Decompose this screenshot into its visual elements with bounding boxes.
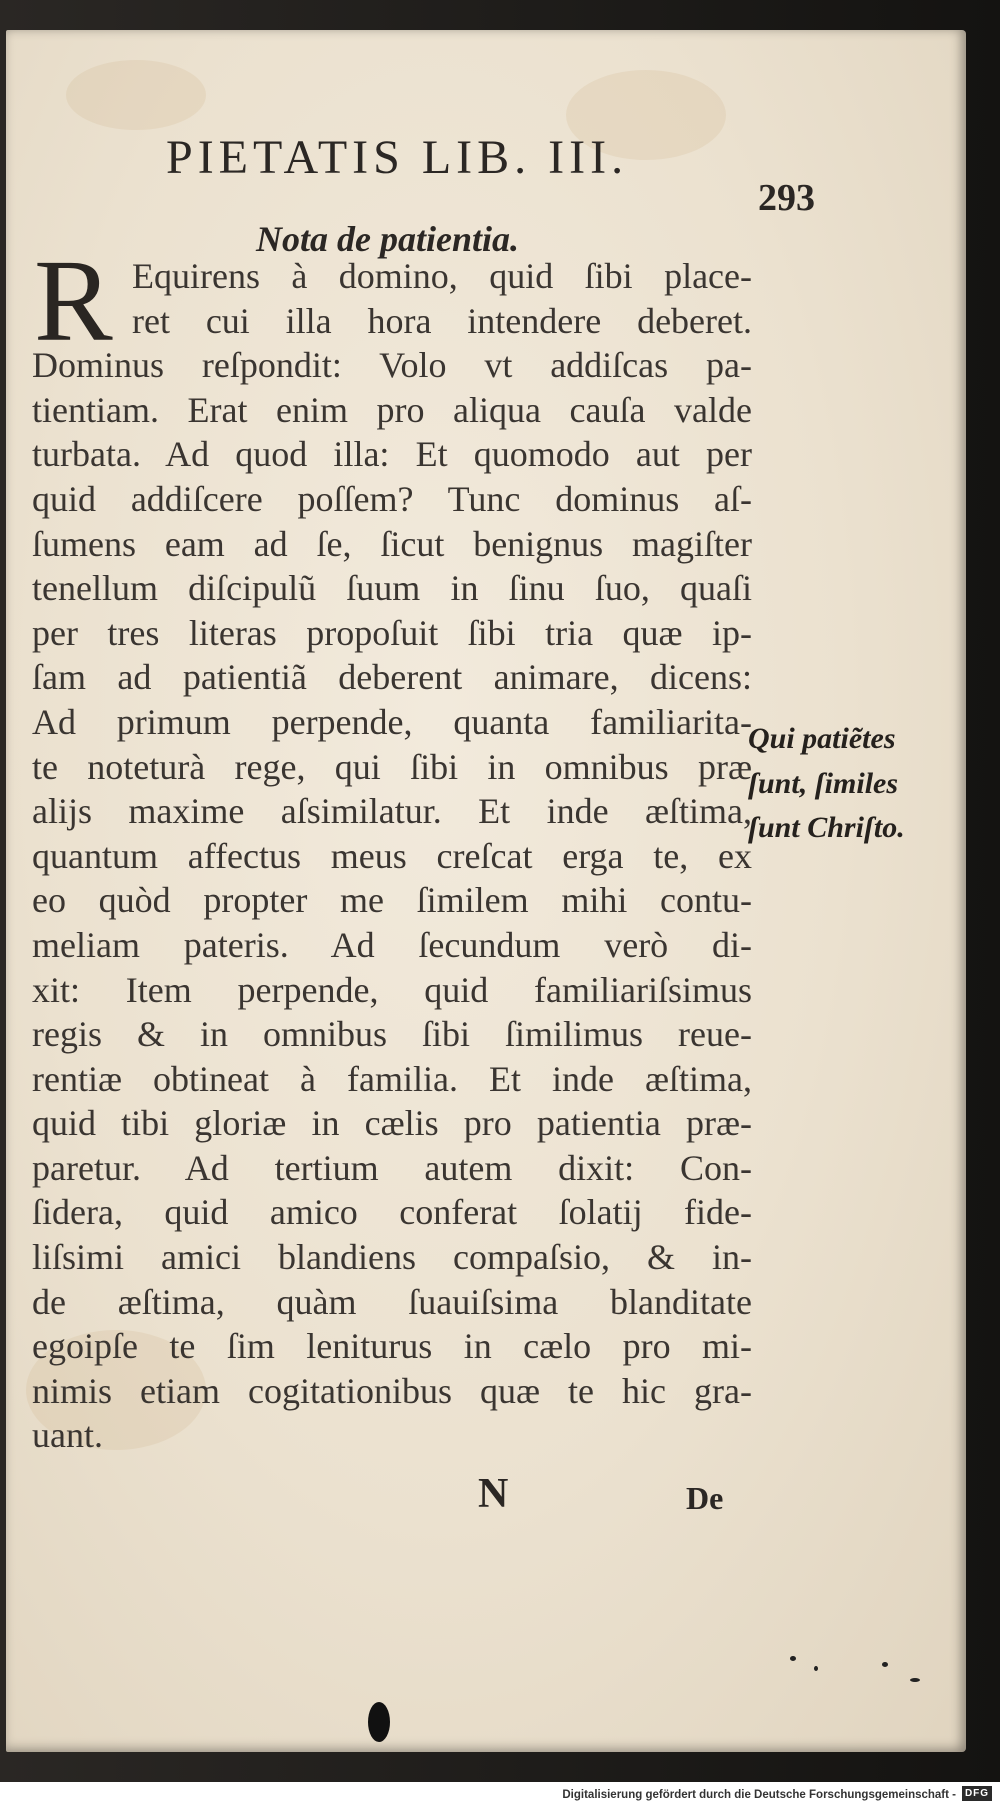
- text-line: xit: Item perpende, quid familiariſsimus: [32, 969, 752, 1010]
- text-line: ſidera, quid amico conferat ſolatij fide-: [32, 1192, 752, 1233]
- ink-speck: [910, 1678, 920, 1682]
- body-text: [32, 254, 752, 1458]
- text-line: ſumens eam ad ſe, ſicut benignus magiſter: [32, 523, 752, 564]
- page-number: 293: [758, 177, 815, 219]
- drop-cap: R: [34, 235, 113, 366]
- text-line: paretur. Ad tertium autem dixit: Con-: [32, 1147, 752, 1188]
- text-line: Dominus reſpondit: Volo vt addiſcas pa-: [32, 345, 752, 386]
- text-line: Equirens à domino, quid ſibi place-: [132, 256, 752, 296]
- text-line: Ad primum perpende, quanta familiarita-: [32, 701, 752, 742]
- text-line: egoipſe te ſim leniturus in cælo pro mi-: [32, 1326, 752, 1367]
- text-line: eo quòd propter me ſimilem mihi contu-: [32, 880, 752, 921]
- text-line: ſam ad patientiã deberent animare, dicens:: [32, 657, 752, 698]
- signature-mark: N: [478, 1471, 509, 1517]
- text-line: te noteturà rege, qui ſibi in omnibus præ: [32, 746, 752, 787]
- book-page: [6, 30, 966, 1752]
- catchword: De: [686, 1480, 724, 1516]
- text-line: ret cui illa hora intendere deberet.: [132, 300, 752, 341]
- marginal-note-line: Qui patiẽtes: [748, 722, 896, 755]
- text-line: alijs maxime aſsimilatur. Et inde æſtima,: [32, 791, 752, 832]
- text-line: regis & in omnibus ſibi ſimilimus reue-: [32, 1014, 752, 1055]
- text-line: rentiæ obtineat à familia. Et inde æſtima,: [32, 1058, 752, 1099]
- dfg-logo: DFG: [962, 1786, 992, 1801]
- ink-speck: [790, 1656, 796, 1661]
- text-line: uant.: [32, 1415, 103, 1456]
- text-line: tenellum diſcipulũ ſuum in ſinu ſuo, quaſi: [32, 568, 752, 609]
- paper-stain: [66, 60, 206, 130]
- ink-speck: [882, 1662, 888, 1667]
- footer-bar: [0, 1782, 1000, 1804]
- marginal-note: [748, 717, 948, 851]
- text-line: turbata. Ad quod illa: Et quomodo aut per: [32, 434, 752, 475]
- text-line: quantum affectus meus creſcat erga te, ex: [32, 835, 752, 876]
- running-header: PIETATIS LIB. III.: [166, 131, 629, 184]
- marginal-note-line: ſunt Chriſto.: [748, 811, 905, 845]
- ink-blot: [368, 1702, 390, 1742]
- text-line: quid addiſcere poſſem? Tunc dominus aſ-: [32, 478, 752, 519]
- text-line: tientiam. Erat enim pro aliqua cauſa valde: [32, 389, 752, 430]
- text-line: per tres literas propoſuit ſibi tria quæ ip-: [32, 612, 752, 653]
- text-line: meliam pateris. Ad ſecundum verò di-: [32, 924, 752, 965]
- text-line: quid tibi gloriæ in cælis pro patientia præ-: [32, 1103, 752, 1144]
- ink-speck: [814, 1666, 818, 1671]
- text-line: nimis etiam cogitationibus quæ te hic gra-: [32, 1370, 752, 1411]
- text-line: liſsimi amici blandiens compaſsio, & in-: [32, 1237, 752, 1278]
- marginal-note-line: ſunt, ſimiles: [748, 766, 899, 800]
- text-line: de æſtima, quàm ſuauiſsima blanditate: [32, 1281, 752, 1322]
- section-heading: Nota de patientia.: [256, 219, 519, 259]
- funding-notice: Digitalisierung gefördert durch die Deutsche Forschungsgemeinschaft -: [562, 1789, 956, 1801]
